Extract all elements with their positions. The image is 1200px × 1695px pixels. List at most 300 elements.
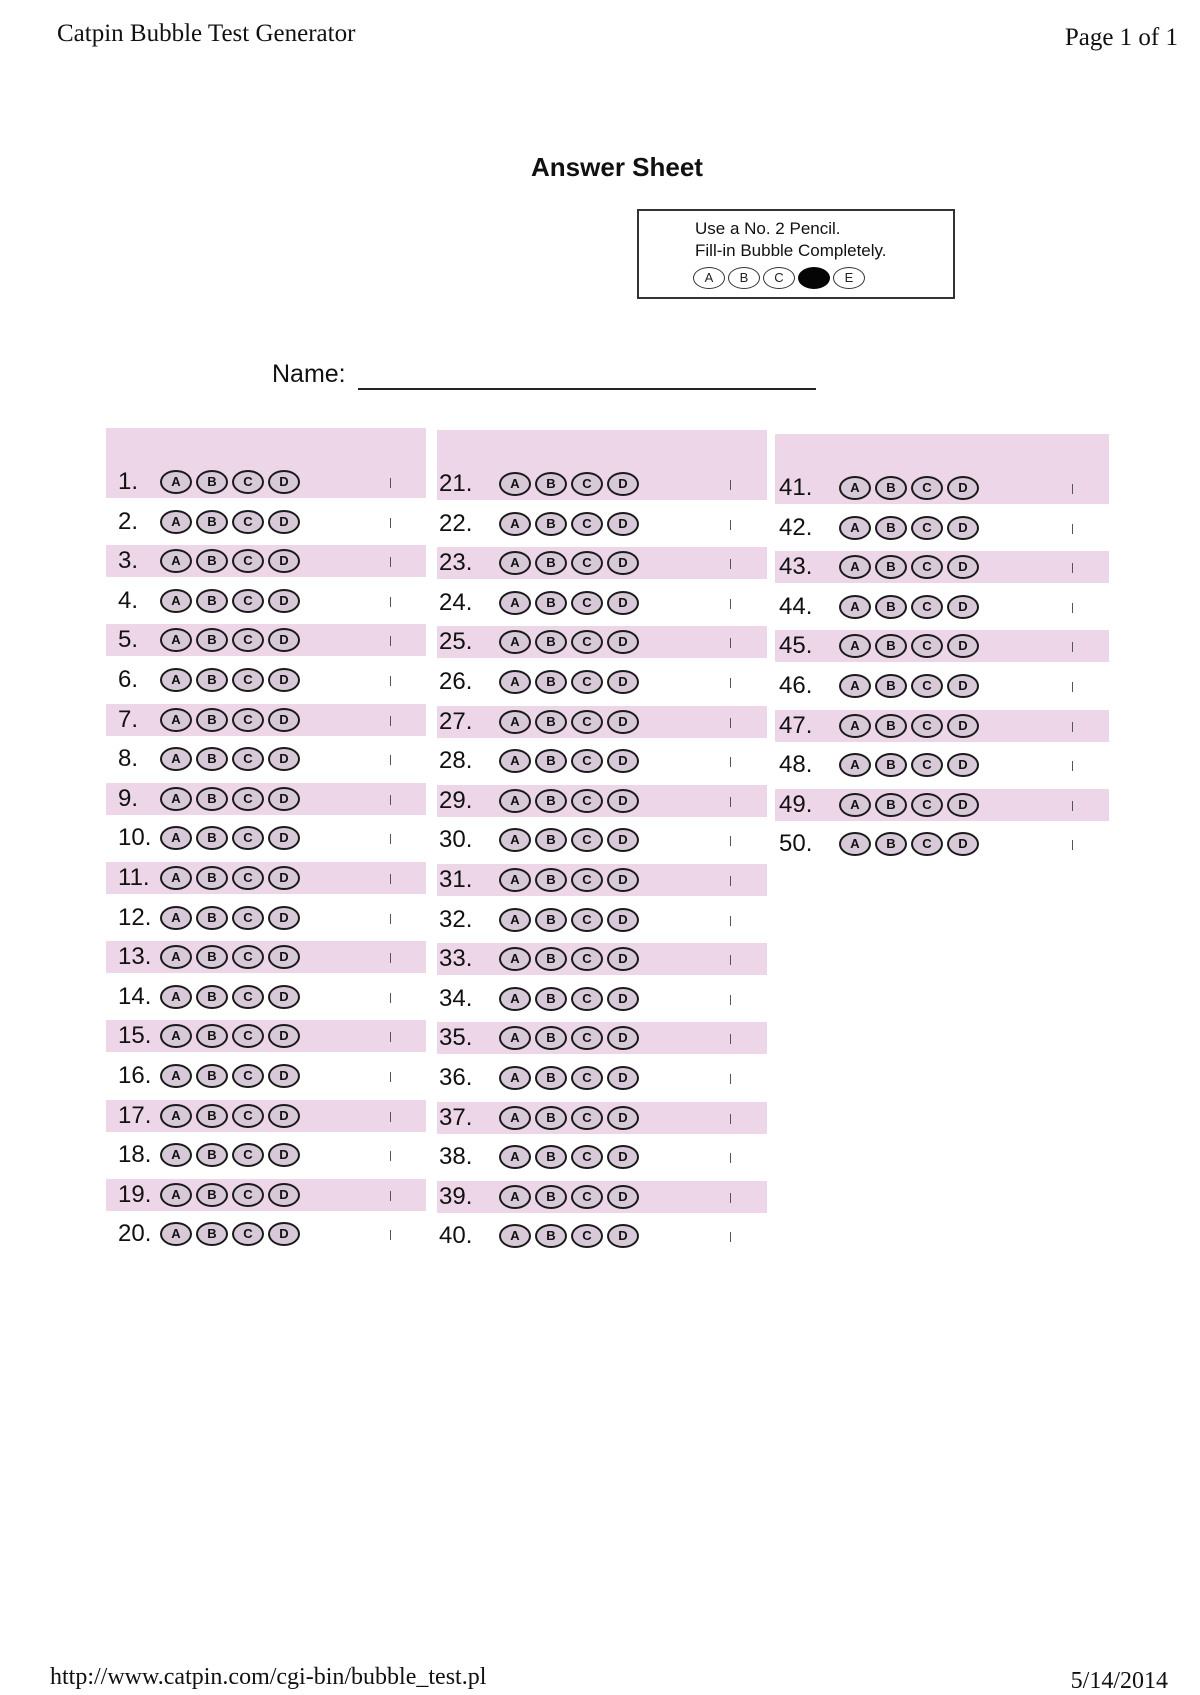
- bubble-d[interactable]: D: [607, 908, 639, 932]
- bubble-b[interactable]: B: [196, 708, 228, 732]
- question-number: 7.: [118, 706, 139, 733]
- bubble-d[interactable]: D: [607, 710, 639, 734]
- question-number: 27.: [439, 708, 473, 735]
- row-tick-mark: [1072, 563, 1073, 573]
- question-number: 25.: [439, 628, 473, 655]
- question-number: 6.: [118, 666, 139, 693]
- bubble-b[interactable]: B: [196, 906, 228, 930]
- bubble-d[interactable]: D: [268, 747, 300, 771]
- row-tick-mark: [730, 638, 731, 648]
- bubble-b[interactable]: B: [875, 516, 907, 540]
- bubble-c[interactable]: C: [232, 866, 264, 890]
- bubble-b[interactable]: B: [196, 628, 228, 652]
- bubble-b[interactable]: B: [535, 749, 567, 773]
- row-tick-mark: [390, 1072, 391, 1082]
- bubble-b[interactable]: B: [535, 947, 567, 971]
- bubble-b[interactable]: B: [875, 714, 907, 738]
- bubble-a[interactable]: A: [160, 1183, 192, 1207]
- bubble-b[interactable]: B: [196, 747, 228, 771]
- question-number: 11.: [118, 864, 150, 891]
- bubble-a[interactable]: A: [499, 947, 531, 971]
- answer-bubbles: [160, 708, 300, 732]
- answer-bubbles: [499, 710, 639, 734]
- bubble-c[interactable]: C: [571, 868, 603, 892]
- question-row: [437, 666, 767, 698]
- bubble-b[interactable]: B: [535, 1026, 567, 1050]
- bubble-d[interactable]: D: [607, 868, 639, 892]
- bubble-d[interactable]: D: [947, 634, 979, 658]
- bubble-c[interactable]: C: [571, 551, 603, 575]
- question-row: [437, 943, 767, 975]
- bubble-d[interactable]: D: [607, 670, 639, 694]
- bubble-a[interactable]: A: [499, 1185, 531, 1209]
- bubble-d[interactable]: D: [607, 591, 639, 615]
- bubble-c[interactable]: C: [232, 826, 264, 850]
- bubble-c[interactable]: C: [232, 1024, 264, 1048]
- question-number: 37.: [439, 1104, 473, 1131]
- bubble-c[interactable]: C: [571, 472, 603, 496]
- bubble-a[interactable]: A: [160, 1064, 192, 1088]
- bubble-b[interactable]: B: [875, 793, 907, 817]
- bubble-d[interactable]: D: [268, 826, 300, 850]
- example-bubble-b: B: [728, 267, 760, 289]
- bubble-d[interactable]: D: [268, 1222, 300, 1246]
- question-row: [106, 704, 426, 736]
- bubble-c[interactable]: C: [911, 753, 943, 777]
- bubble-c[interactable]: C: [911, 555, 943, 579]
- bubble-d[interactable]: D: [268, 1064, 300, 1088]
- bubble-d[interactable]: D: [607, 1185, 639, 1209]
- bubble-a[interactable]: A: [160, 945, 192, 969]
- bubble-b[interactable]: B: [535, 710, 567, 734]
- bubble-a[interactable]: A: [839, 714, 871, 738]
- bubble-d[interactable]: D: [947, 674, 979, 698]
- bubble-d[interactable]: D: [947, 555, 979, 579]
- bubble-a[interactable]: A: [499, 630, 531, 654]
- bubble-b[interactable]: B: [875, 674, 907, 698]
- bubble-c[interactable]: C: [571, 789, 603, 813]
- bubble-b[interactable]: B: [196, 866, 228, 890]
- bubble-b[interactable]: B: [875, 753, 907, 777]
- bubble-d[interactable]: D: [268, 668, 300, 692]
- bubble-a[interactable]: A: [499, 987, 531, 1011]
- bubble-c[interactable]: C: [571, 1026, 603, 1050]
- bubble-d[interactable]: D: [947, 793, 979, 817]
- bubble-b[interactable]: B: [196, 1024, 228, 1048]
- bubble-c[interactable]: C: [911, 714, 943, 738]
- bubble-b[interactable]: B: [196, 1143, 228, 1167]
- bubble-b[interactable]: B: [535, 908, 567, 932]
- question-row: [106, 981, 426, 1013]
- bubble-a[interactable]: A: [160, 866, 192, 890]
- bubble-c[interactable]: C: [232, 668, 264, 692]
- question-row: [775, 512, 1109, 544]
- bubble-b[interactable]: B: [535, 1224, 567, 1248]
- bubble-d[interactable]: D: [268, 628, 300, 652]
- bubble-b[interactable]: B: [535, 630, 567, 654]
- question-row: [106, 1060, 426, 1092]
- bubble-a[interactable]: A: [499, 868, 531, 892]
- bubble-a[interactable]: A: [160, 1222, 192, 1246]
- question-row: [775, 630, 1109, 662]
- bubble-b[interactable]: B: [535, 512, 567, 536]
- question-row: [437, 1220, 767, 1252]
- question-row: [775, 472, 1109, 504]
- bubble-c[interactable]: C: [232, 1064, 264, 1088]
- answer-bubbles: [499, 789, 639, 813]
- bubble-d[interactable]: D: [947, 516, 979, 540]
- bubble-c[interactable]: C: [571, 630, 603, 654]
- question-number: 39.: [439, 1183, 473, 1210]
- bubble-a[interactable]: A: [160, 985, 192, 1009]
- row-tick-mark: [730, 1074, 731, 1084]
- bubble-b[interactable]: B: [535, 1106, 567, 1130]
- question-row: [437, 983, 767, 1015]
- bubble-d[interactable]: D: [947, 832, 979, 856]
- bubble-b[interactable]: B: [196, 510, 228, 534]
- bubble-d[interactable]: D: [607, 828, 639, 852]
- bubble-c[interactable]: C: [232, 510, 264, 534]
- question-row: [437, 626, 767, 658]
- column-header-band: [437, 430, 767, 468]
- answer-bubbles: [499, 749, 639, 773]
- question-row: [106, 1139, 426, 1171]
- bubble-b[interactable]: B: [196, 826, 228, 850]
- bubble-a[interactable]: A: [499, 512, 531, 536]
- bubble-d[interactable]: D: [607, 1224, 639, 1248]
- bubble-d[interactable]: D: [268, 906, 300, 930]
- bubble-a[interactable]: A: [499, 908, 531, 932]
- row-tick-mark: [1072, 682, 1073, 692]
- bubble-c[interactable]: C: [911, 674, 943, 698]
- bubble-d[interactable]: D: [947, 714, 979, 738]
- bubble-a[interactable]: A: [839, 832, 871, 856]
- bubble-c[interactable]: C: [232, 589, 264, 613]
- bubble-d[interactable]: D: [607, 1026, 639, 1050]
- bubble-c[interactable]: C: [232, 1104, 264, 1128]
- question-number: 48.: [779, 751, 813, 778]
- bubble-a[interactable]: A: [499, 1224, 531, 1248]
- bubble-a[interactable]: A: [499, 551, 531, 575]
- question-number: 23.: [439, 549, 473, 576]
- bubble-c[interactable]: C: [232, 747, 264, 771]
- bubble-c[interactable]: C: [232, 549, 264, 573]
- bubble-a[interactable]: A: [160, 708, 192, 732]
- bubble-a[interactable]: A: [839, 634, 871, 658]
- instructions-box: [637, 209, 955, 299]
- bubble-c[interactable]: C: [232, 906, 264, 930]
- bubble-b[interactable]: B: [196, 945, 228, 969]
- bubble-b[interactable]: B: [535, 1145, 567, 1169]
- bubble-c[interactable]: C: [232, 1222, 264, 1246]
- bubble-d[interactable]: D: [268, 470, 300, 494]
- bubble-b[interactable]: B: [196, 549, 228, 573]
- bubble-b[interactable]: B: [535, 670, 567, 694]
- bubble-a[interactable]: A: [499, 472, 531, 496]
- bubble-a[interactable]: A: [839, 555, 871, 579]
- bubble-a[interactable]: A: [839, 753, 871, 777]
- bubble-b[interactable]: B: [196, 985, 228, 1009]
- bubble-d[interactable]: D: [607, 1145, 639, 1169]
- row-tick-mark: [730, 718, 731, 728]
- bubble-a[interactable]: A: [160, 510, 192, 534]
- bubble-a[interactable]: A: [839, 595, 871, 619]
- bubble-a[interactable]: A: [499, 670, 531, 694]
- bubble-a[interactable]: A: [160, 1104, 192, 1128]
- bubble-a[interactable]: A: [160, 470, 192, 494]
- bubble-d[interactable]: D: [607, 630, 639, 654]
- bubble-d[interactable]: D: [268, 549, 300, 573]
- bubble-a[interactable]: A: [160, 549, 192, 573]
- question-row: [437, 1022, 767, 1054]
- bubble-c[interactable]: C: [911, 793, 943, 817]
- bubble-a[interactable]: A: [160, 906, 192, 930]
- row-tick-mark: [730, 1232, 731, 1242]
- row-tick-mark: [390, 795, 391, 805]
- bubble-d[interactable]: D: [268, 866, 300, 890]
- bubble-c[interactable]: C: [911, 595, 943, 619]
- name-field-line[interactable]: [358, 388, 816, 390]
- question-number: 49.: [779, 791, 813, 818]
- bubble-a[interactable]: A: [160, 668, 192, 692]
- answer-bubbles: [160, 985, 300, 1009]
- question-row: [437, 1141, 767, 1173]
- bubble-b[interactable]: B: [875, 832, 907, 856]
- row-tick-mark: [390, 834, 391, 844]
- row-tick-mark: [730, 480, 731, 490]
- question-number: 1.: [118, 468, 139, 495]
- bubble-b[interactable]: B: [535, 591, 567, 615]
- bubble-a[interactable]: A: [499, 789, 531, 813]
- row-tick-mark: [390, 716, 391, 726]
- bubble-b[interactable]: B: [196, 787, 228, 811]
- bubble-c[interactable]: C: [571, 1185, 603, 1209]
- row-tick-mark: [730, 678, 731, 688]
- bubble-b[interactable]: B: [535, 1185, 567, 1209]
- bubble-d[interactable]: D: [947, 595, 979, 619]
- bubble-d[interactable]: D: [268, 787, 300, 811]
- bubble-b[interactable]: B: [535, 789, 567, 813]
- bubble-d[interactable]: D: [268, 945, 300, 969]
- row-tick-mark: [1072, 801, 1073, 811]
- answer-bubbles: [499, 472, 639, 496]
- row-tick-mark: [390, 1230, 391, 1240]
- row-tick-mark: [730, 559, 731, 569]
- bubble-b[interactable]: B: [535, 868, 567, 892]
- bubble-d[interactable]: D: [607, 789, 639, 813]
- bubble-b[interactable]: B: [875, 555, 907, 579]
- bubble-d[interactable]: D: [607, 749, 639, 773]
- bubble-c[interactable]: C: [911, 516, 943, 540]
- question-number: 20.: [118, 1220, 152, 1247]
- question-row: [437, 785, 767, 817]
- question-row: [437, 745, 767, 777]
- bubble-a[interactable]: A: [499, 828, 531, 852]
- row-tick-mark: [390, 636, 391, 646]
- bubble-b[interactable]: B: [535, 987, 567, 1011]
- bubble-b[interactable]: B: [196, 1222, 228, 1246]
- bubble-a[interactable]: A: [160, 1143, 192, 1167]
- bubble-d[interactable]: D: [268, 1183, 300, 1207]
- bubble-c[interactable]: C: [571, 828, 603, 852]
- bubble-c[interactable]: C: [571, 591, 603, 615]
- bubble-c[interactable]: C: [571, 1106, 603, 1130]
- bubble-c[interactable]: C: [571, 670, 603, 694]
- question-number: 2.: [118, 508, 139, 535]
- bubble-b[interactable]: B: [196, 1104, 228, 1128]
- bubble-d[interactable]: D: [268, 589, 300, 613]
- bubble-d[interactable]: D: [607, 512, 639, 536]
- answer-bubbles: [499, 512, 639, 536]
- question-row: [106, 545, 426, 577]
- question-row: [106, 624, 426, 656]
- bubble-a[interactable]: A: [839, 516, 871, 540]
- bubble-c[interactable]: C: [571, 1145, 603, 1169]
- bubble-a[interactable]: A: [160, 589, 192, 613]
- question-number: 3.: [118, 547, 139, 574]
- answer-bubbles: [160, 1143, 300, 1167]
- question-number: 9.: [118, 785, 139, 812]
- question-number: 46.: [779, 672, 813, 699]
- bubble-a[interactable]: A: [499, 710, 531, 734]
- bubble-d[interactable]: D: [607, 1066, 639, 1090]
- answer-bubbles: [160, 628, 300, 652]
- bubble-c[interactable]: C: [911, 476, 943, 500]
- bubble-b[interactable]: B: [875, 634, 907, 658]
- answer-bubbles: [160, 906, 300, 930]
- question-number: 31.: [439, 866, 473, 893]
- row-tick-mark: [730, 520, 731, 530]
- bubble-c[interactable]: C: [571, 1224, 603, 1248]
- answer-bubbles: [160, 1064, 300, 1088]
- bubble-c[interactable]: C: [232, 945, 264, 969]
- bubble-c[interactable]: C: [571, 1066, 603, 1090]
- question-number: 38.: [439, 1143, 473, 1170]
- bubble-a[interactable]: A: [499, 1106, 531, 1130]
- bubble-c[interactable]: C: [232, 628, 264, 652]
- question-number: 13.: [118, 943, 152, 970]
- bubble-a[interactable]: A: [160, 826, 192, 850]
- question-number: 29.: [439, 787, 473, 814]
- bubble-c[interactable]: C: [232, 1183, 264, 1207]
- footer-url: http://www.catpin.com/cgi-bin/bubble_test.pl: [50, 1664, 487, 1690]
- bubble-d[interactable]: D: [268, 985, 300, 1009]
- bubble-c[interactable]: C: [571, 512, 603, 536]
- bubble-c[interactable]: C: [571, 908, 603, 932]
- example-bubble-e: E: [833, 267, 865, 289]
- question-number: 30.: [439, 826, 473, 853]
- bubble-c[interactable]: C: [232, 787, 264, 811]
- bubble-d[interactable]: D: [947, 476, 979, 500]
- answer-bubbles: [839, 516, 979, 540]
- bubble-a[interactable]: A: [160, 628, 192, 652]
- question-number: 45.: [779, 632, 813, 659]
- question-number: 14.: [118, 983, 152, 1010]
- bubble-d[interactable]: D: [947, 753, 979, 777]
- bubble-c[interactable]: C: [232, 985, 264, 1009]
- bubble-a[interactable]: A: [499, 1145, 531, 1169]
- question-row: [106, 1218, 426, 1250]
- bubble-d[interactable]: D: [268, 510, 300, 534]
- question-row: [106, 783, 426, 815]
- row-tick-mark: [390, 597, 391, 607]
- question-row: [106, 862, 426, 894]
- answer-bubbles: [839, 832, 979, 856]
- bubble-a[interactable]: A: [160, 1024, 192, 1048]
- bubble-b[interactable]: B: [196, 589, 228, 613]
- bubble-b[interactable]: B: [196, 1183, 228, 1207]
- bubble-c[interactable]: C: [232, 1143, 264, 1167]
- bubble-a[interactable]: A: [499, 591, 531, 615]
- question-number: 15.: [118, 1022, 152, 1049]
- row-tick-mark: [390, 1191, 391, 1201]
- bubble-c[interactable]: C: [232, 708, 264, 732]
- bubble-c[interactable]: C: [571, 987, 603, 1011]
- bubble-b[interactable]: B: [535, 1066, 567, 1090]
- bubble-a[interactable]: A: [839, 793, 871, 817]
- question-row: [106, 822, 426, 854]
- bubble-a[interactable]: A: [160, 787, 192, 811]
- bubble-d[interactable]: D: [607, 1106, 639, 1130]
- bubble-b[interactable]: B: [535, 472, 567, 496]
- bubble-b[interactable]: B: [535, 828, 567, 852]
- question-row: [106, 1020, 426, 1052]
- bubble-d[interactable]: D: [607, 947, 639, 971]
- answer-bubbles: [160, 589, 300, 613]
- question-row: [106, 743, 426, 775]
- bubble-d[interactable]: D: [268, 1104, 300, 1128]
- question-row: [775, 670, 1109, 702]
- bubble-d[interactable]: D: [607, 987, 639, 1011]
- bubble-d[interactable]: D: [607, 472, 639, 496]
- bubble-b[interactable]: B: [875, 595, 907, 619]
- bubble-a[interactable]: A: [160, 747, 192, 771]
- question-number: 41.: [779, 474, 813, 501]
- bubble-c[interactable]: C: [911, 634, 943, 658]
- bubble-c[interactable]: C: [232, 470, 264, 494]
- row-tick-mark: [730, 1114, 731, 1124]
- answer-bubbles: [499, 1066, 639, 1090]
- bubble-b[interactable]: B: [875, 476, 907, 500]
- bubble-c[interactable]: C: [571, 947, 603, 971]
- bubble-d[interactable]: D: [607, 551, 639, 575]
- bubble-c[interactable]: C: [571, 749, 603, 773]
- question-number: 35.: [439, 1024, 473, 1051]
- bubble-a[interactable]: A: [839, 476, 871, 500]
- bubble-b[interactable]: B: [196, 470, 228, 494]
- row-tick-mark: [730, 757, 731, 767]
- question-row: [437, 587, 767, 619]
- bubble-a[interactable]: A: [499, 749, 531, 773]
- bubble-d[interactable]: D: [268, 1024, 300, 1048]
- bubble-b[interactable]: B: [196, 668, 228, 692]
- answer-bubbles: [160, 510, 300, 534]
- bubble-a[interactable]: A: [839, 674, 871, 698]
- row-tick-mark: [390, 914, 391, 924]
- question-number: 33.: [439, 945, 473, 972]
- bubble-a[interactable]: A: [499, 1026, 531, 1050]
- question-row: [775, 749, 1109, 781]
- bubble-c[interactable]: C: [571, 710, 603, 734]
- bubble-b[interactable]: B: [535, 551, 567, 575]
- row-tick-mark: [730, 995, 731, 1005]
- bubble-d[interactable]: D: [268, 1143, 300, 1167]
- footer-date: 5/14/2014: [1070, 1668, 1168, 1694]
- bubble-c[interactable]: C: [911, 832, 943, 856]
- bubble-a[interactable]: A: [499, 1066, 531, 1090]
- bubble-d[interactable]: D: [268, 708, 300, 732]
- bubble-b[interactable]: B: [196, 1064, 228, 1088]
